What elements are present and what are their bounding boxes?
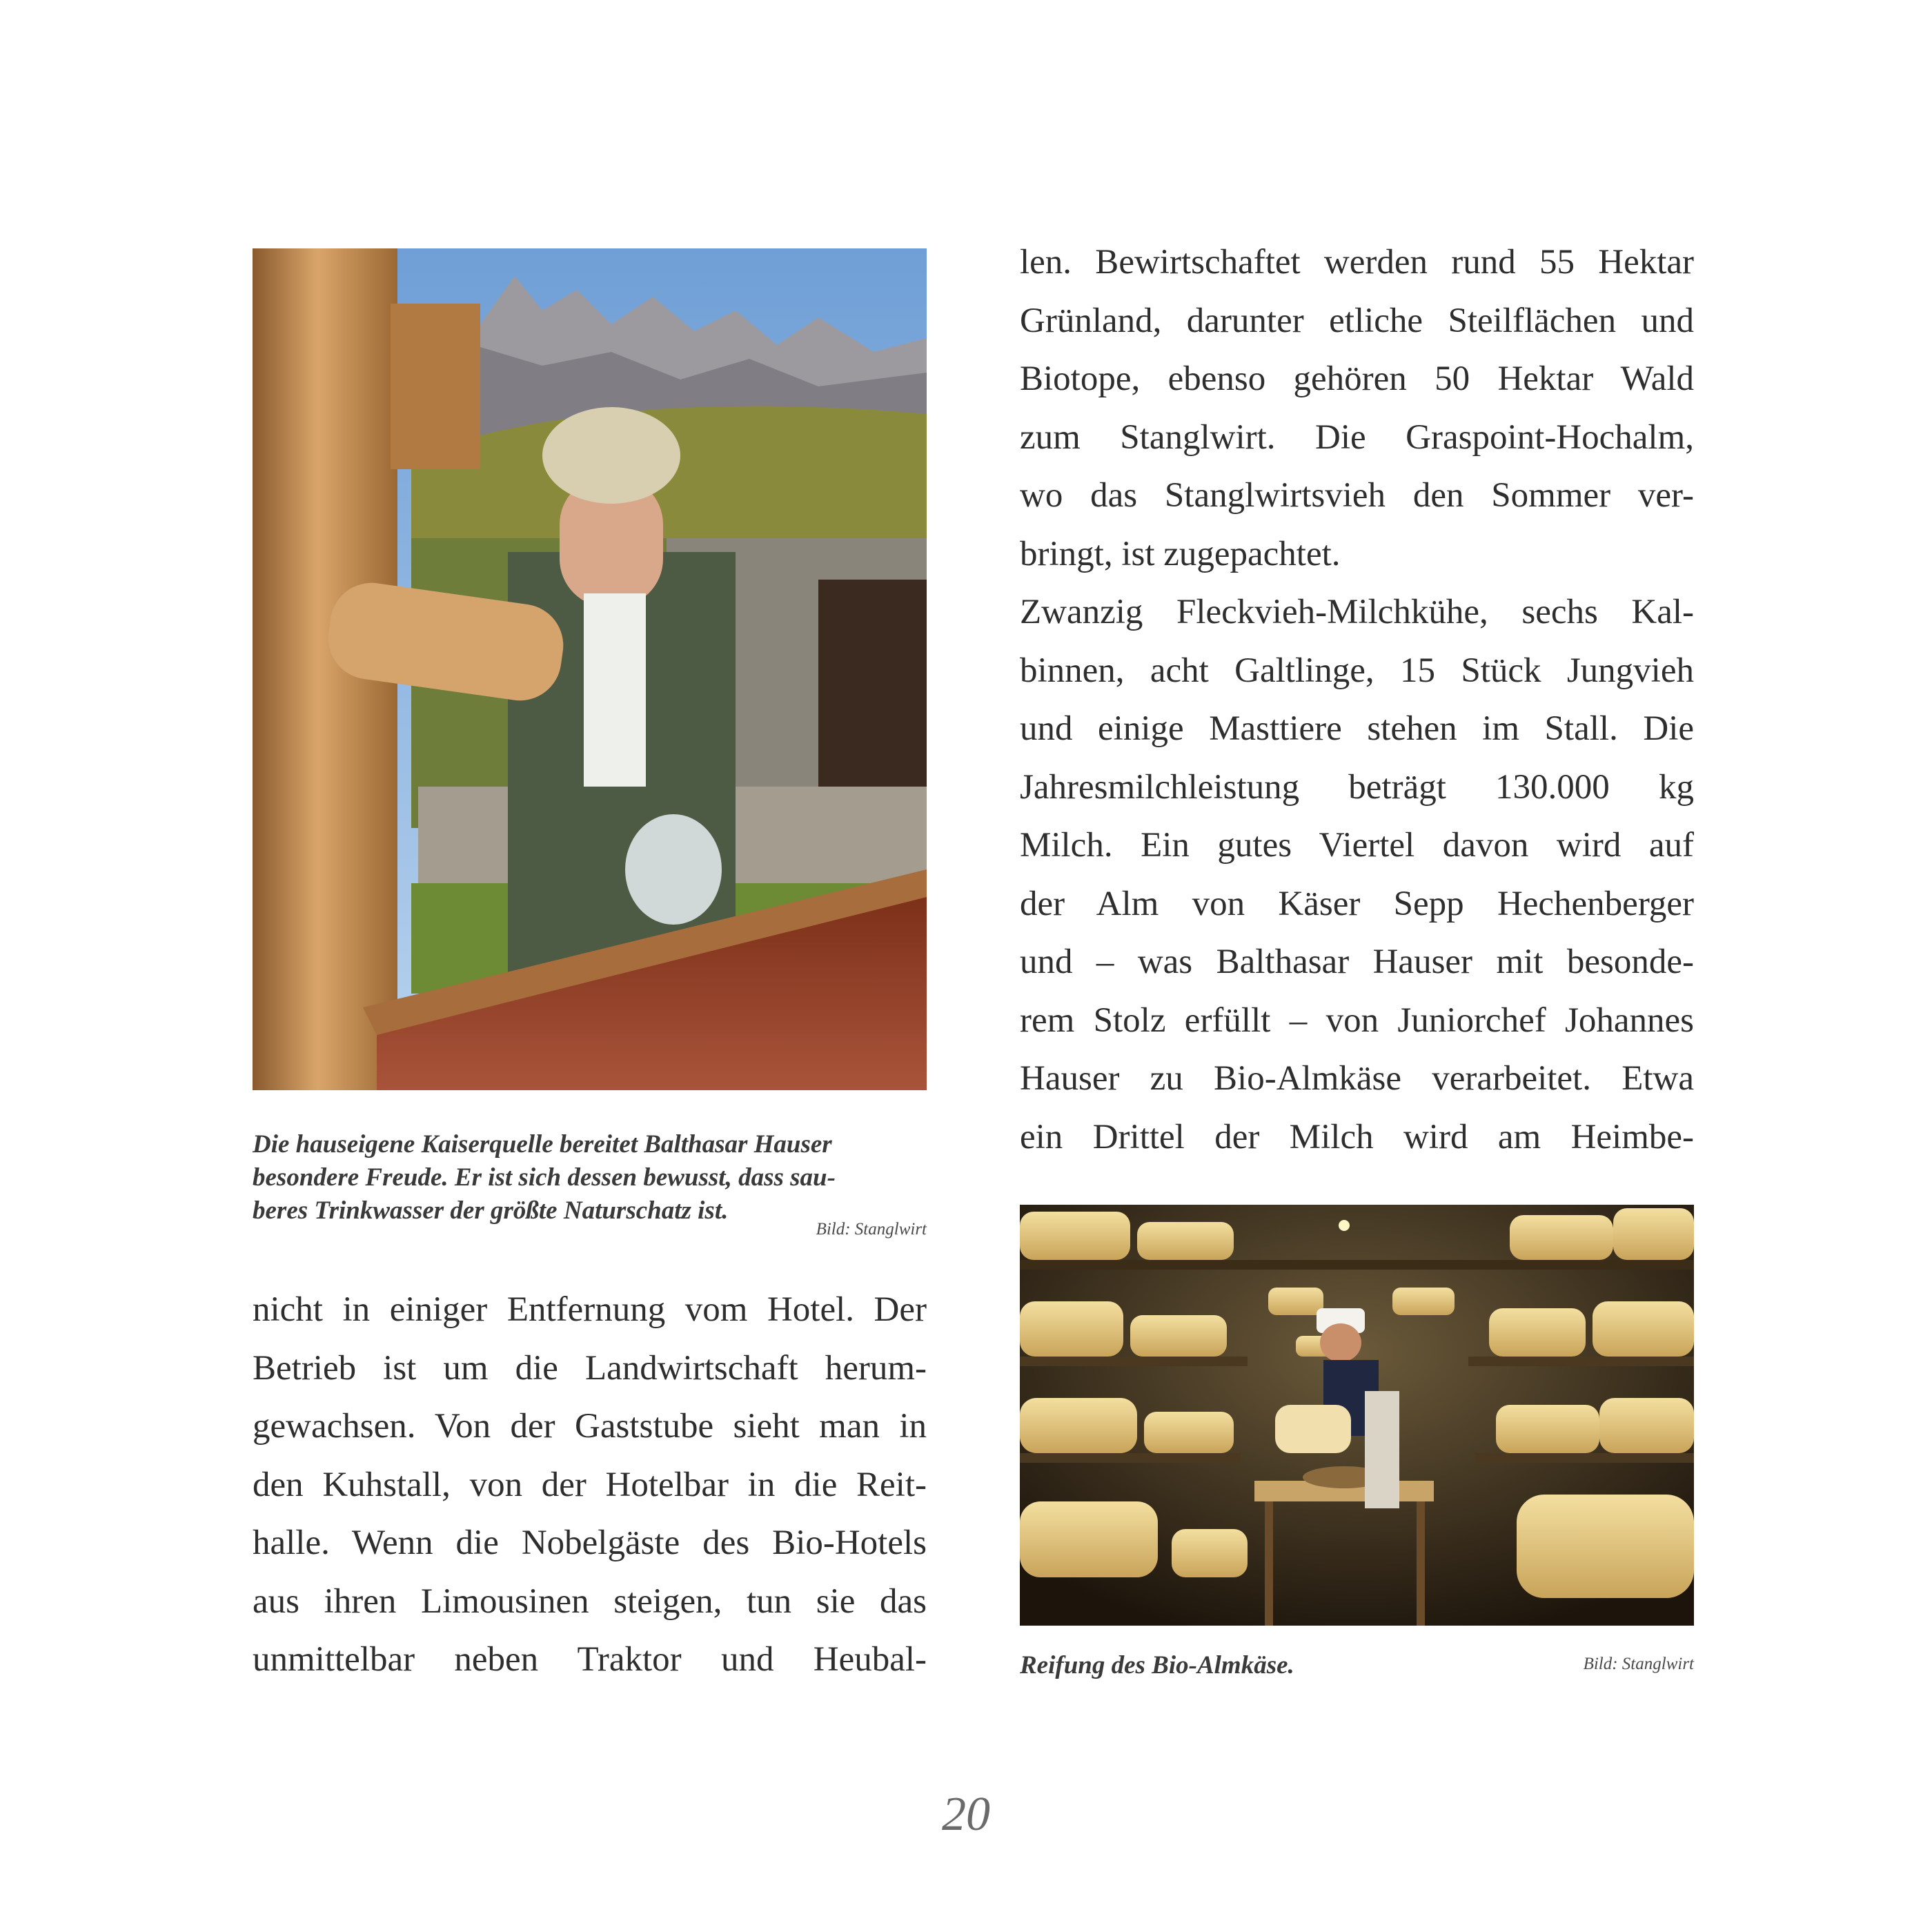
text-line: rem Stolz erfüllt – von Juniorchef Johannes [1020, 1000, 1694, 1040]
text-line: Biotope, ebenso gehören 50 Hektar Wald [1020, 359, 1694, 398]
photo-kaiserquelle [253, 248, 927, 1090]
text-line: unmittelbar neben Traktor und Heubal- [253, 1640, 927, 1679]
text-line: Zwanzig Fleckvieh-Milchkühe, sechs Kal- [1020, 593, 1694, 631]
caption-line: besondere Freude. Er ist sich dessen bewusst, dass sau- [253, 1163, 836, 1192]
text-line: len. Bewirtschaftet werden rund 55 Hektar [1020, 243, 1694, 282]
text-line: Jahresmilchleistung beträgt 130.000 kg [1020, 767, 1694, 807]
text-line: nicht in einiger Entfernung vom Hotel. Der [253, 1290, 927, 1329]
text-line: zum Stanglwirt. Die Graspoint-Hochalm, [1020, 417, 1694, 457]
caption-line: Die hauseigene Kaiserquelle bereitet Balthasar Hauser [253, 1130, 832, 1159]
text-line: Betrieb ist um die Landwirtschaft herum- [253, 1348, 927, 1388]
text-line: ein Drittel der Milch wird am Heimbe- [1020, 1117, 1694, 1156]
photo-credit-right: Bild: Stanglwirt [1583, 1655, 1694, 1673]
body-column-right [1020, 233, 1694, 1166]
text-line: und einige Masttiere stehen im Stall. Die [1020, 709, 1694, 748]
caption-kaiserquelle [253, 1128, 927, 1228]
text-line: Hauser zu Bio-Almkäse verarbeitet. Etwa [1020, 1059, 1694, 1098]
caption-line: beres Trinkwasser der größte Naturschatz ist. [253, 1196, 729, 1225]
photo-credit-left: Bild: Stanglwirt [816, 1220, 927, 1239]
photo-kaesekeller [1020, 1205, 1694, 1626]
text-line: der Alm von Käser Sepp Hechenberger [1020, 884, 1694, 923]
text-line: wo das Stanglwirtsvieh den Sommer ver- [1020, 476, 1694, 515]
text-line: halle. Wenn die Nobelgäste des Bio-Hotels [253, 1524, 927, 1562]
text-line: Grünland, darunter etliche Steilflächen und [1020, 301, 1694, 340]
text-line: binnen, acht Galtlinge, 15 Stück Jungvieh [1020, 651, 1694, 690]
text-line: und – was Balthasar Hauser mit besonde- [1020, 943, 1694, 981]
caption-kaesekeller: Reifung des Bio-Almkäse. [1020, 1651, 1294, 1679]
text-line: den Kuhstall, von der Hotelbar in die Reit- [253, 1465, 927, 1504]
text-line: bringt, ist zugepachtet. [1020, 534, 1341, 573]
text-line: gewachsen. Von der Gaststube sieht man in [253, 1407, 927, 1446]
text-line: aus ihren Limousinen steigen, tun sie das [253, 1581, 927, 1621]
body-column-left [253, 1281, 927, 1689]
page-number: 20 [942, 1788, 990, 1841]
text-line: Milch. Ein gutes Viertel davon wird auf [1020, 826, 1694, 865]
